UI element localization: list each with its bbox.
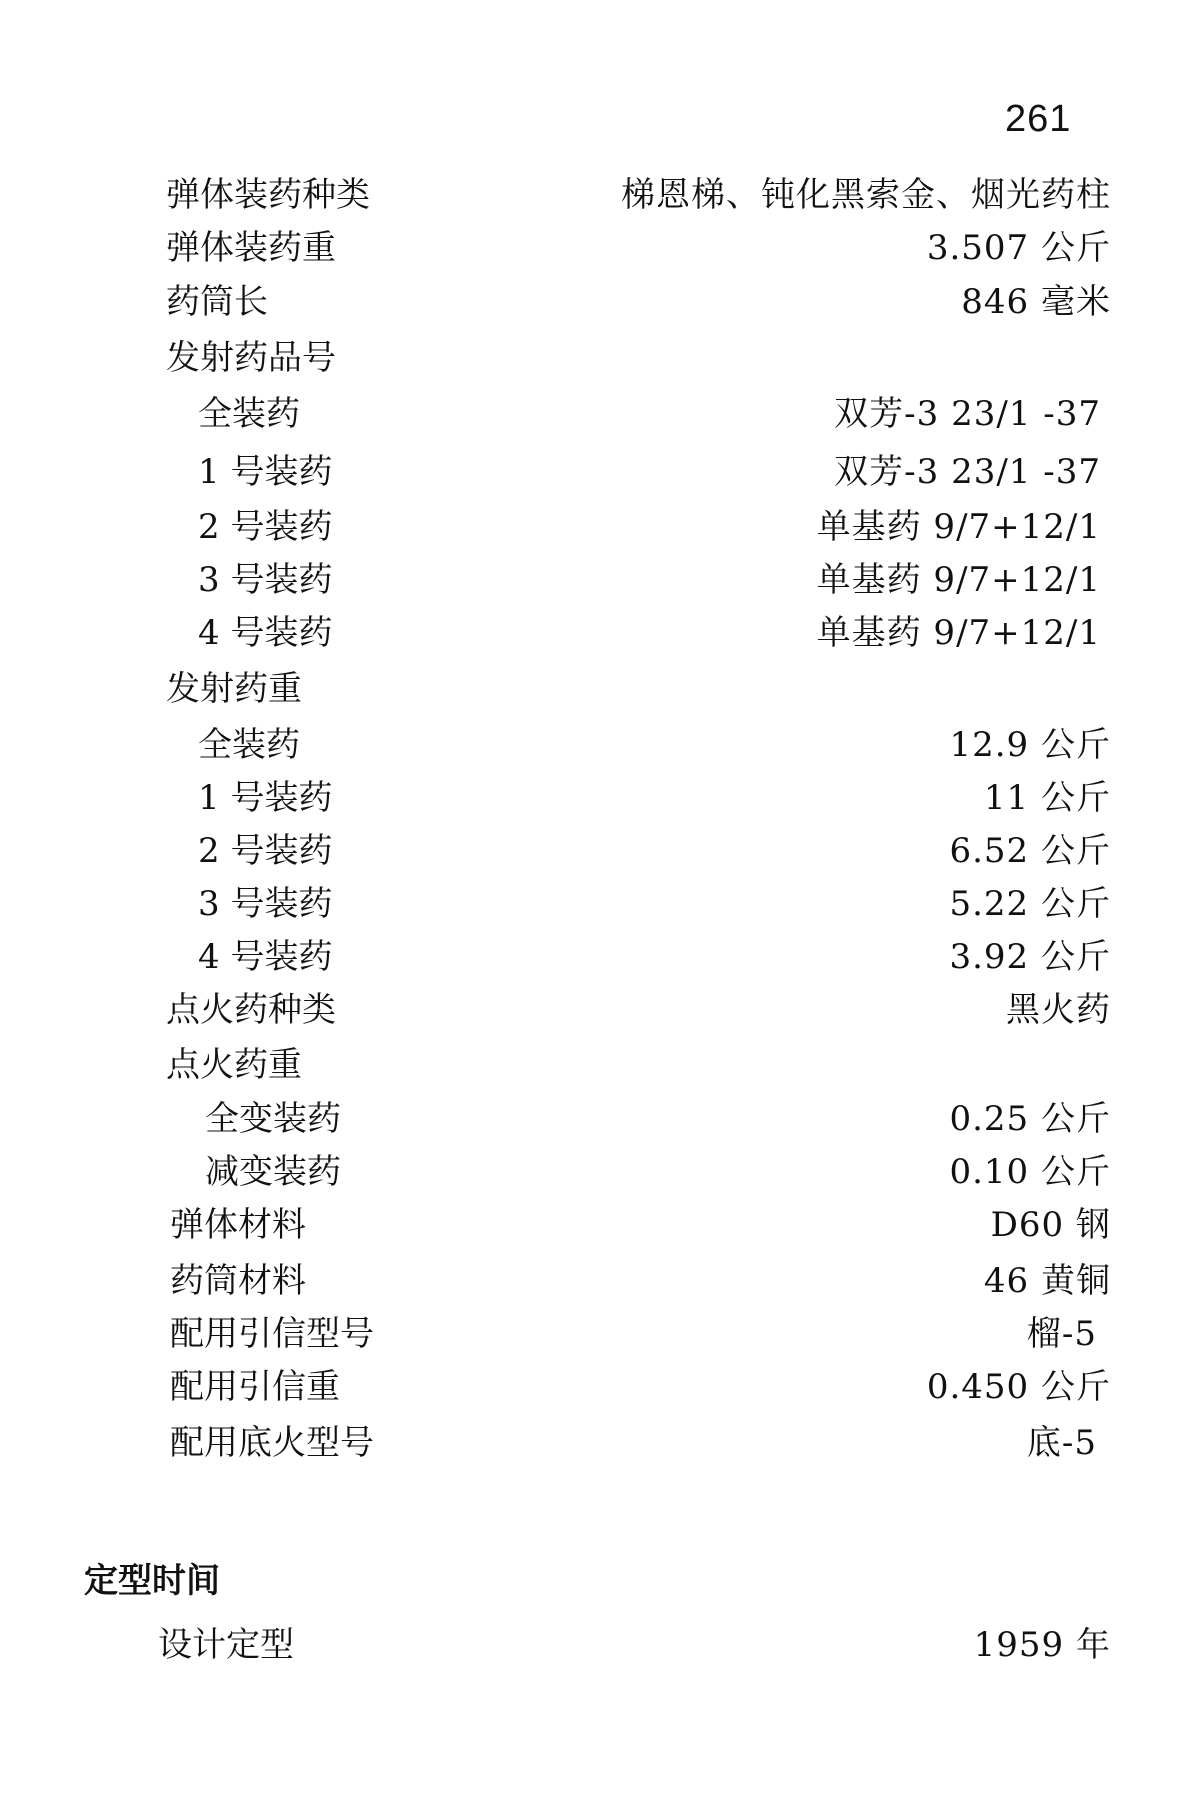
spec-row bbox=[0, 1094, 1187, 1144]
spec-value: 11 公斤 bbox=[983, 778, 1111, 818]
spec-row bbox=[0, 1147, 1187, 1197]
spec-row bbox=[0, 1309, 1187, 1359]
spec-value: 0.25 公斤 bbox=[949, 1099, 1111, 1139]
spec-value: 0.10 公斤 bbox=[949, 1152, 1111, 1192]
spec-label: 1 号装药 bbox=[198, 778, 333, 818]
spec-label: 全装药 bbox=[198, 394, 300, 434]
spec-label: 点火药重 bbox=[166, 1045, 302, 1085]
spec-label: 药筒材料 bbox=[170, 1261, 306, 1301]
spec-label: 4 号装药 bbox=[198, 613, 333, 653]
spec-row bbox=[0, 1418, 1187, 1468]
spec-label: 发射药重 bbox=[166, 669, 302, 709]
spec-label: 1 号装药 bbox=[198, 452, 333, 492]
spec-label: 配用底火型号 bbox=[170, 1423, 374, 1463]
spec-row bbox=[0, 502, 1187, 552]
spec-label: 4 号装药 bbox=[198, 937, 333, 977]
spec-row bbox=[0, 333, 1187, 383]
spec-label: 发射药品号 bbox=[166, 338, 336, 378]
spec-row bbox=[0, 608, 1187, 658]
spec-row bbox=[0, 985, 1187, 1035]
spec-row bbox=[0, 720, 1187, 770]
spec-value: 黑火药 bbox=[1006, 990, 1111, 1030]
spec-row bbox=[0, 1362, 1187, 1412]
spec-value: D60 钢 bbox=[990, 1205, 1111, 1245]
spec-row bbox=[0, 879, 1187, 929]
spec-value: 12.9 公斤 bbox=[949, 725, 1111, 765]
spec-row bbox=[0, 773, 1187, 823]
spec-value: 单基药 9/7+12/1 bbox=[816, 507, 1101, 547]
section-heading: 定型时间 bbox=[84, 1561, 220, 1601]
spec-label: 全变装药 bbox=[205, 1099, 341, 1139]
spec-row bbox=[0, 1256, 1187, 1306]
spec-label: 配用引信重 bbox=[170, 1367, 340, 1407]
spec-row bbox=[0, 277, 1187, 327]
spec-value: 6.52 公斤 bbox=[949, 831, 1111, 871]
spec-row bbox=[0, 932, 1187, 982]
spec-label: 弹体装药种类 bbox=[166, 175, 370, 215]
spec-value: 底-5 bbox=[1026, 1423, 1097, 1463]
spec-value: 单基药 9/7+12/1 bbox=[816, 613, 1101, 653]
spec-label: 配用引信型号 bbox=[170, 1314, 374, 1354]
spec-row bbox=[0, 389, 1187, 439]
spec-row bbox=[0, 223, 1187, 273]
spec-label: 药筒长 bbox=[166, 282, 268, 322]
spec-label: 全装药 bbox=[198, 725, 300, 765]
spec-row bbox=[0, 1620, 1187, 1670]
spec-value: 5.22 公斤 bbox=[949, 884, 1111, 924]
spec-value: 双芳-3 23/1 -37 bbox=[834, 394, 1101, 434]
spec-row bbox=[0, 170, 1187, 220]
spec-value: 1959 年 bbox=[973, 1625, 1111, 1665]
spec-value: 3.92 公斤 bbox=[949, 937, 1111, 977]
spec-value: 单基药 9/7+12/1 bbox=[816, 560, 1101, 600]
spec-value: 46 黄铜 bbox=[983, 1261, 1111, 1301]
spec-value: 双芳-3 23/1 -37 bbox=[834, 452, 1101, 492]
spec-value: 0.450 公斤 bbox=[926, 1367, 1111, 1407]
spec-row bbox=[0, 555, 1187, 605]
spec-row bbox=[0, 447, 1187, 497]
spec-label: 2 号装药 bbox=[198, 507, 333, 547]
spec-row bbox=[0, 1200, 1187, 1250]
spec-row bbox=[0, 826, 1187, 876]
spec-label: 弹体装药重 bbox=[166, 228, 336, 268]
spec-value: 3.507 公斤 bbox=[926, 228, 1111, 268]
spec-label: 3 号装药 bbox=[198, 884, 333, 924]
spec-label: 3 号装药 bbox=[198, 560, 333, 600]
spec-value: 梯恩梯、钝化黑索金、烟光药柱 bbox=[621, 175, 1111, 215]
spec-label: 设计定型 bbox=[158, 1625, 294, 1665]
spec-row bbox=[0, 1040, 1187, 1090]
spec-label: 2 号装药 bbox=[198, 831, 333, 871]
spec-value: 846 毫米 bbox=[961, 282, 1111, 322]
spec-row bbox=[0, 664, 1187, 714]
page-number: 261 bbox=[1005, 98, 1072, 140]
spec-label: 点火药种类 bbox=[166, 990, 336, 1030]
spec-label: 弹体材料 bbox=[170, 1205, 306, 1245]
spec-label: 减变装药 bbox=[205, 1152, 341, 1192]
spec-value: 榴-5 bbox=[1026, 1314, 1097, 1354]
